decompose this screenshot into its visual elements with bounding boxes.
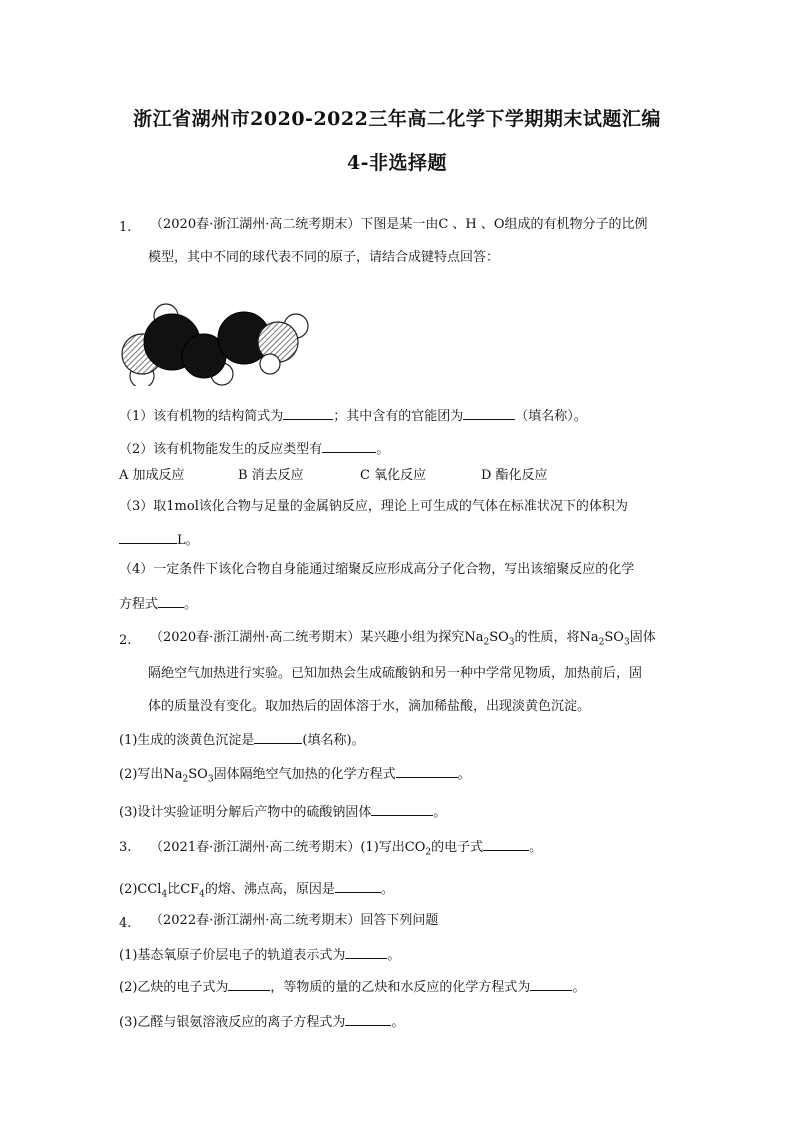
q1-part3-end: L。 <box>177 533 199 548</box>
q3-part2-sub-2: 4 <box>199 889 205 900</box>
q2-stem-text-a: （2020春·浙江湖州·高二统考期末）某兴趣小组为探究Na <box>150 630 484 645</box>
q1-part2-end: 。 <box>376 442 390 457</box>
q2-stem-text-b: SO <box>489 630 509 645</box>
q4-part2-end: 。 <box>572 980 586 995</box>
q1-part4-text: 方程式 <box>119 597 159 612</box>
q2-part2-text-c: 固体隔绝空气加热的化学方程式 <box>213 767 396 782</box>
option-c: C 氧化反应 <box>360 468 427 483</box>
q2-stem-text-c: 的性质，将Na <box>514 630 599 645</box>
q1-part2-blank <box>322 438 376 453</box>
q3-part2-text-c: 的熔、沸点高，原因是 <box>204 882 335 897</box>
q2-part3-end: 。 <box>433 805 447 820</box>
q2-stem-text-d: SO <box>604 630 624 645</box>
q2-part2-text-a: (2)写出Na <box>119 767 183 782</box>
q3-stem-text-a: （2021春·浙江湖州·高二统考期末）(1)写出CO <box>150 840 426 855</box>
question-1-part-4-line-2 <box>119 593 197 614</box>
question-1-number: 1. <box>119 220 132 235</box>
option-a: A 加成反应 <box>119 468 185 483</box>
q4-part3-blank <box>345 1011 391 1026</box>
question-4-part-3 <box>119 1011 404 1032</box>
question-2-part-2 <box>119 763 471 784</box>
q2-sub-3a: 3 <box>508 637 515 648</box>
q1-part1-text-b: ；其中含有的官能团为 <box>333 409 464 424</box>
q2-sub-3b: 3 <box>623 637 630 648</box>
question-1-part-1 <box>119 405 587 426</box>
q4-part3-text: (3)乙醛与银氨溶液反应的离子方程式为 <box>119 1015 346 1030</box>
question-2-part-1 <box>119 729 365 750</box>
q1-part1-text-a: （1）该有机物的结构简式为 <box>119 409 284 424</box>
question-3-part-2 <box>119 878 394 899</box>
q1-part1-text-c: （填名称）。 <box>515 409 587 424</box>
q4-part1-blank <box>345 944 387 959</box>
q4-part1-end: 。 <box>387 948 401 963</box>
q3-stem-text-b: 的电子式 <box>431 840 484 855</box>
q3-part1-blank <box>483 836 529 851</box>
q2-part1-text: (1)生成的淡黄色沉淀是 <box>119 733 255 748</box>
question-1-part-4-line-1: （4）一定条件下该化合物自身能通过缩聚反应形成高分子化合物，写出该缩聚反应的化学 <box>119 562 635 577</box>
question-2-stem-line-2: 隔绝空气加热进行实验。已知加热会生成硫酸钠和另一种中学常见物质，加热前后，固 <box>148 666 643 681</box>
q4-part2-text-a: (2)乙炔的电子式为 <box>119 980 229 995</box>
question-3-stem <box>150 836 542 857</box>
q2-part2-end: 。 <box>457 767 471 782</box>
question-2-part-3 <box>119 801 446 822</box>
question-1-options <box>119 467 548 485</box>
document-title: 浙江省湖州市2020-2022三年高二化学下学期期末试题汇编 <box>133 108 661 130</box>
q2-part2-sub-3: 3 <box>207 774 214 785</box>
question-1-part-3-line-1: （3）取1mol该化合物与足量的金属钠反应，理论上可生成的气体在标准状况下的体积为 <box>119 499 628 514</box>
q3-part2-blank <box>335 878 381 893</box>
q4-part2-text-b: ，等物质的量的乙炔和水反应的化学方程式为 <box>270 980 531 995</box>
q4-part2-blank-1 <box>228 976 270 991</box>
question-1-stem-line-2: 模型，其中不同的球代表不同的原子，请结合成键特点回答： <box>148 250 500 265</box>
question-1-part-3-line-2 <box>119 529 199 550</box>
q2-sub-2b: 2 <box>598 637 605 648</box>
q3-stem-end: 。 <box>529 840 543 855</box>
q1-part1-blank-2 <box>463 405 515 420</box>
question-2-number: 2. <box>119 633 132 648</box>
question-2-stem-line-1 <box>150 629 656 647</box>
q3-part2-text-b: 比CF <box>167 882 200 897</box>
document-subtitle: 4-非选择题 <box>346 152 448 174</box>
question-1-part-2 <box>119 438 389 459</box>
q2-part2-blank <box>396 763 458 778</box>
q2-sub-2a: 2 <box>483 637 490 648</box>
q2-part3-blank <box>371 801 433 816</box>
question-3-number: 3. <box>119 840 132 855</box>
molecule-space-filling-model-image <box>120 294 310 386</box>
q4-part3-end: 。 <box>391 1015 405 1030</box>
question-2-stem-line-3: 体的质量没有变化。取加热后的固体溶于水，滴加稀盐酸，出现淡黄色沉淀。 <box>148 699 591 714</box>
q1-part2-text: （2）该有机物能发生的反应类型有 <box>119 442 323 457</box>
q1-part3-blank <box>119 529 177 544</box>
question-4-part-1 <box>119 944 400 965</box>
q2-part1-blank <box>254 729 302 744</box>
q2-part2-text-b: SO <box>188 767 208 782</box>
q4-part2-blank-2 <box>530 976 572 991</box>
q2-part3-text: (3)设计实验证明分解后产物中的硫酸钠固体 <box>119 805 372 820</box>
q2-part1-end: (填名称)。 <box>302 733 365 748</box>
question-4-stem: （2022春·浙江湖州·高二统考期末）回答下列问题 <box>150 913 439 928</box>
option-b: B 消去反应 <box>238 468 304 483</box>
q3-part2-end: 。 <box>380 882 394 897</box>
question-4-part-2 <box>119 976 585 997</box>
q1-part4-blank <box>158 593 184 608</box>
q3-part2-sub-1: 4 <box>161 889 168 900</box>
q2-stem-text-e: 固体 <box>629 630 656 645</box>
q3-part2-text-a: (2)CCl <box>119 882 162 897</box>
q1-part4-end: 。 <box>184 597 198 612</box>
q3-stem-sub: 2 <box>425 847 432 858</box>
question-1-stem-line-1: （2020春·浙江湖州·高二统考期末）下图是某一由C 、H 、O组成的有机物分子的比例 <box>150 217 648 232</box>
q2-part2-sub-2: 2 <box>182 774 189 785</box>
option-d: D 酯化反应 <box>481 468 548 483</box>
question-4-number: 4. <box>119 916 132 931</box>
q1-part1-blank-1 <box>283 405 333 420</box>
q4-part1-text: (1)基态氧原子价层电子的轨道表示式为 <box>119 948 346 963</box>
